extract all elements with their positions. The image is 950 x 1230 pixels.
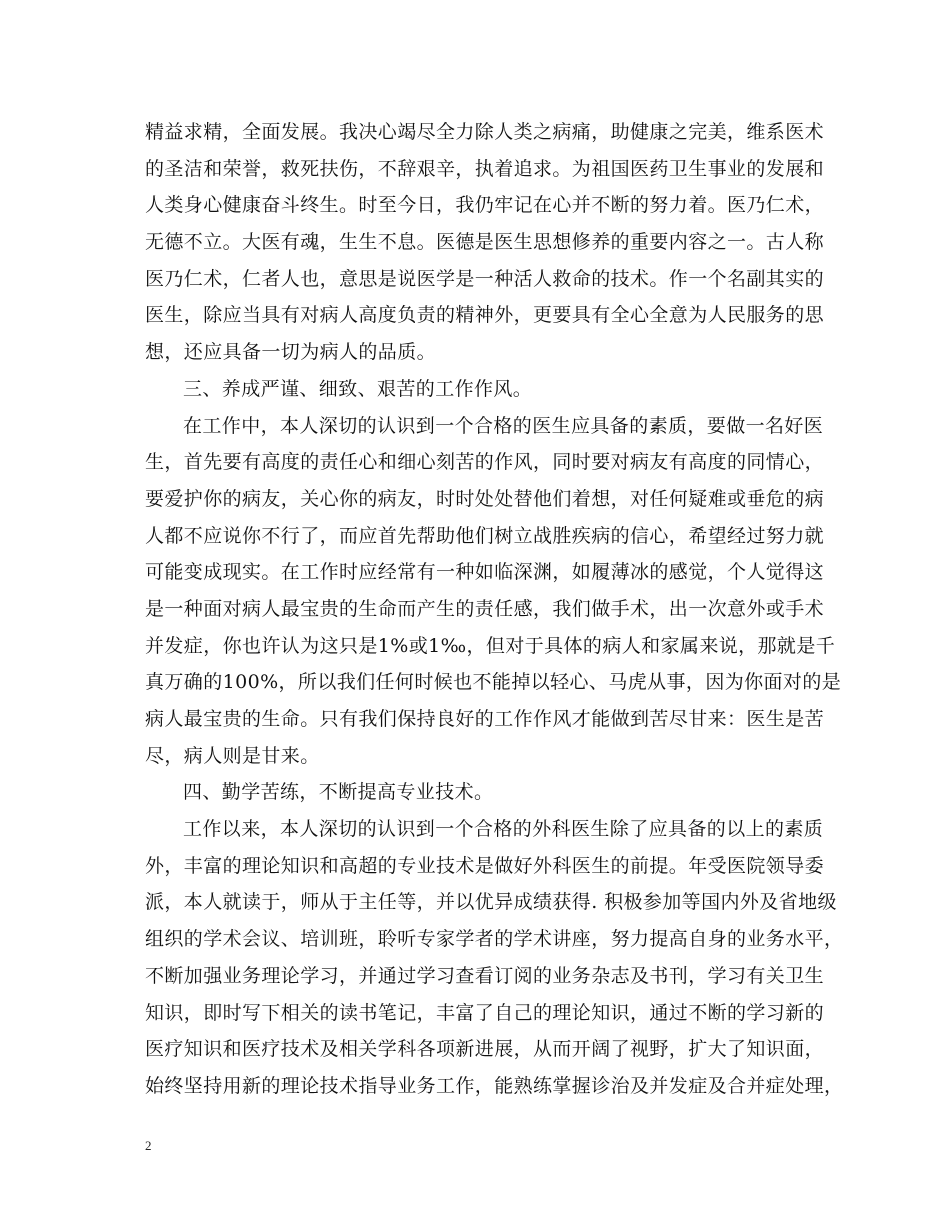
text-line: 始终坚持用新的理论技术指导业务工作，能熟练掌握诊治及并发症及合并症处理， (145, 1074, 844, 1097)
text-line: 并发症，你也许认为这只是1%或1‰，但对于具体的病人和家属来说，那就是千 (145, 634, 836, 657)
text-line: 不断加强业务理论学习，并通过学习查看订阅的业务杂志及书刊，学习有关卫生 (145, 964, 825, 987)
text-line: 医疗知识和医疗技术及相关学科各项新进展，从而开阔了视野，扩大了知识面， (145, 1038, 825, 1061)
body-text (145, 114, 844, 1105)
text-line: 的圣洁和荣誉，救死扶伤，不辞艰辛，执着追求。为祖国医药卫生事业的发展和 (145, 157, 825, 180)
text-line: 要爱护你的病友，关心你的病友，时时处处替他们着想，对任何疑难或垂危的病 (145, 487, 825, 510)
section-heading: 三、养成严谨、细致、艰苦的工作作风。 (183, 377, 533, 400)
text-line: 在工作中，本人深切的认识到一个合格的医生应具备的素质，要做一名好医 (183, 414, 824, 437)
text-line: 病人最宝贵的生命。只有我们保持良好的工作作风才能做到苦尽甘来：医生是苦 (145, 708, 825, 730)
text-line: 派，本人就读于，师从于主任等，并以优异成绩获得. 积极参加等国内外及省地级 (145, 891, 837, 914)
text-line: 医生，除应当具有对病人高度负责的精神外，更要具有全心全意为人民服务的思 (145, 304, 825, 327)
text-line: 是一种面对病人最宝贵的生命而产生的责任感，我们做手术，出一次意外或手术 (145, 597, 825, 620)
text-line: 人类身心健康奋斗终生。时至今日，我仍牢记在心并不断的努力着。医乃仁术， (145, 194, 825, 217)
text-line: 想，还应具备一切为病人的品质。 (145, 341, 437, 364)
text-line: 人都不应说你不行了，而应首先帮助他们树立战胜疾病的信心，希望经过努力就 (145, 524, 825, 547)
page-number: 2 (145, 1138, 152, 1153)
text-line: 外，丰富的理论知识和高超的专业技术是做好外科医生的前提。年受医院领导委 (145, 854, 825, 877)
text-line: 医乃仁术，仁者人也，意思是说医学是一种活人救命的技术。作一个名副其实的 (145, 267, 825, 290)
text-line: 可能变成现实。在工作时应经常有一种如临深渊，如履薄冰的感觉，个人觉得这 (145, 561, 825, 584)
text-line: 真万确的100%，所以我们任何时候也不能掉以轻心、马虎从事，因为你面对的是 (145, 671, 842, 694)
text-line: 组织的学术会议、培训班，聆听专家学者的学术讲座，努力提高自身的业务水平， (145, 928, 844, 951)
text-line: 工作以来，本人深切的认识到一个合格的外科医生除了应具备的以上的素质 (183, 818, 824, 841)
text-line: 生，首先要有高度的责任心和细心刻苦的作风，同时要对病友有高度的同情心， (145, 451, 825, 474)
text-line: 精益求精，全面发展。我决心竭尽全力除人类之病痛，助健康之完美，维系医术 (145, 121, 825, 143)
text-line: 知识，即时写下相关的读书笔记，丰富了自己的理论知识，通过不断的学习新的 (145, 1001, 825, 1024)
text-line: 无德不立。大医有魂，生生不息。医德是医生思想修养的重要内容之一。古人称 (145, 231, 825, 254)
section-heading: 四、勤学苦练，不断提高专业技术。 (183, 781, 494, 804)
text-line: 尽，病人则是甘来。 (145, 744, 320, 767)
